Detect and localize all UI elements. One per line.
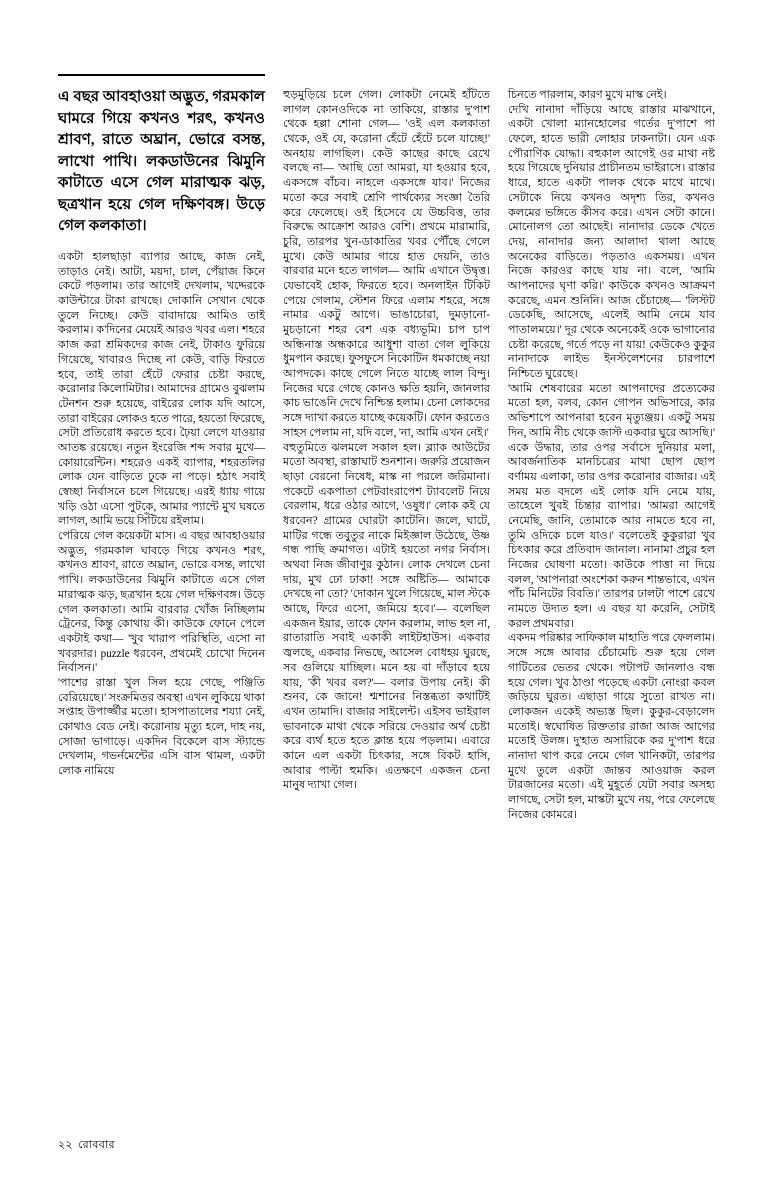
- publication-name: রোববার: [78, 1139, 115, 1151]
- column-1: [58, 74, 265, 1114]
- paragraph: একটা হালছাড়া ব্যাপার আছে, কাজ নেই, তাড়াও নেই। আটা, ময়দা, চাল, পেঁয়াজ কিনে কেটে পড়লাম। তার আগেই দেখলাম, খদ্দেরকে কাউন্টারে টাকা রাখছে। দোকানি সেখান থেকে তুলে নিচ্ছে। কেউ বাবাদায়ে আমিও তাই করলাম। ক'দিনের মেয়েই আরও খবর এল। শহরে কাজ করা শ্রমিকদের কাজ নেই, টাকাও ফুরিয়ে গিয়েছে, খাবারও দিচ্ছে না কেউ, বাড়ি ফিরতে হবে, তাই তারা হেঁটে ফেরার চেষ্টা করছে, করোনার কিলোমিটার। আমাদের গ্রামেও বুঝলাম টেনশন শুরু হয়েছে, বাইরের লোক যদি আসে, তারা বাইরের লোকও হতে পারে, হয়তো ফিরেছে, সেটা প্রতিরোধ করতে হবে। ঢ়ৈয়া লেগে যাওয়ার আতঙ্ক রয়েছে। নতুন ইংরেজি শব্দ সবার মুখে— কোয়ারেন্টিন। শহরেও একই ব্যাপার, শহরতলির লোক যেন বাড়িতে ঢুকে না পড়ে। হঠাৎ সবাই স্বেচ্ছা নির্বাসনে চলে গিয়েছে। এরই ধ্যায় গায়ে খড়ি ওঠা এসো পুটকে, আমার প্যান্টে মুখ ঘষতে লাগল, আমি ভয়ে সিঁটিয়ে রইলাম।: [58, 251, 265, 528]
- page-footer: [58, 1136, 115, 1155]
- paragraph: দেখি নানাদা দাঁড়িয়ে আছে রাস্তার মাঝখানে, একটা খোলা ম্যানহোলের গর্তের দু'পাশে পা ফেলে, হাতে ভারী লোহার ঢাকনাটা। যেন এক পৌরাণিক যোদ্ধা। বহুকাল আগেই ওর মাথা নষ্ট হয়ে গিয়েছে দুনিয়ার প্রাচীনতম ভাইরাসে। রাস্তার ধারে, হাতে একটা পালক থেকে মাথে মাথে। সেটাকে নিয়ে কখনও অদৃশ্য তির, কখনও কলমের ভঙ্গিতে কীসব করে। এখন সেটা কানে। মোনোলগ তো আছেই। নানাদার ডেকে খেতে দেয়, নানাদার জন্য আলাদা থালা আছে অনেকের বাড়িতে। পড়তাও একসময়। এখন নিজে কারওর কাছে যায় না। বলে, 'আমি আপনাদের ঘৃণা করি।' কাউকে কখনও আক্রমণ করেছে, এমন শুনিনি। আজ চেঁচাচ্ছে— 'লিস্টট ডেকেছি, আসেছে, এলেই আমি নেমে যাব পাতালময়ে।' দূর থেকে অনেকেই ওকে ভাগানোর চেষ্টা করেছে, গর্তে পড়ে না যায়! কেউকেও কুকুর নানাদাকে লাইভ ইনস্টলেশনের চারপাশে নিশ্চিতে ঘুরেছে।: [508, 103, 715, 381]
- paragraph: একদম পরিষ্কার সাফিকাল মাহাতি পরে ফেললাম। সঙ্গে সঙ্গে আবার চেঁচামেচি শুরু হয়ে গেল গাটিতের ভেতর থেকে। পটাপট জানলাও বন্ধ হয়ে গেল। খুব ঠাণ্ডা পড়েছে একটা নোংরা কবল জড়িয়ে ঘুরত। এছাড়া গায়ে সুতো রাখত না। লোকজন একেই অভ্যস্ত ছিল। কুকুর-বেড়ালেদ মতোই। স্বঘোষিত রিক্ততার রাজা আজ আগের মতোই উলঙ্গ। দু'হাত অসারিকে কর দু'পাশ ধরে নানাদা থাপ করে নেমে গেল খানিকটা, তারপর মুখে তুলে একটা জান্তব আওয়াজ করল টারজানের মতো। এই মুহূর্তে যেটা সবার অসহ্য লাগছে, সেটা হল, মাস্কটা মুখে নয়, পরে ফেলেছে নিজের কোমরে।: [508, 632, 715, 821]
- paragraph: 'আমি শেষবারের মতো আপনাদের প্রত্যেকের মতো হল, বলব, কোন গোপন অভিসারে, কার অভিশাপে আপনারা হবেন মৃত্যুঞ্জয়। একটু সময় দিন, আমি নীচ থেকে জাস্ট একবার ঘুরে আসছি।' একে উদ্ধার, তার ওপর সর্বাসে দুনিয়ার মলা, আবর্জনাতিক মানচিত্রের মাথা ছোপ ছোপ বর্ণাময় এলাকা, তার ওপর করোনার বাজার। এই সময় মত বদলে এই লোক যদি নেমে যায়, তাহেলে খুবই চিন্তার ব্যাপার। 'আমরা আগেই নেমেছি, জানি, তোমাকে আর নামতে হবে না, তুমি ওদিকে চলে যাও।' বলেতেই কুকুরারা খুব চিৎকার করে প্রতিবাদ জানাল। নানামা প্রচুর হল নিজের ঘোষণা মতো। কাউকে পাত্তা না দিয়ে বলল, 'আপনারা অংশেকা করুন শান্তভাবে, এখন পাঁচ মিনিটের বিবতি।' তারপর ঢালটা পাশে রেখে নামতে উদ্যত হল। এ বছর যা করেনি, সেটাই করল প্রথমবার।: [508, 382, 715, 630]
- column-3: [508, 74, 715, 1114]
- column-2: [283, 74, 490, 1114]
- page-number: ২২: [58, 1139, 74, 1151]
- paragraph: চিনতে পারলাম, কারণ মুখে মাস্ক নেই।: [508, 89, 667, 101]
- paragraph: হুড়মুড়িয়ে চলে গেল। লোকটা নেমেই হাঁটতে লাগল কোনওদিকে না তাকিয়ে, রাস্তার দু'পাশ থেকে হল্লা শোনা গেল— 'ওই এল কলকাতা থেকে, ওই যে, করোনা হেঁটে হেঁটে চলে যাচ্ছে!' অনহায় লাগছিল। কেউ কাছের কাছে রেখে বলছে না— 'আছি তো আমরা, যা হওয়ার হবে, একসঙ্গে বাঁচব। নাহলে একসঙ্গে যাব।' নিজের মতো করে সবাই শ্রেণি পার্থক্যের সংজ্ঞা তৈরি করে ফেলেছে। ওই হিসেবে যে উচ্চবিত্ত, তার বিরুদ্ধে আক্রোশ আরও বেশি। প্রথমে মারামারি, চুরি, তারপর খুন-ডাকাতির খবর পৌঁছে গেলে মুখে। কেউ আমার গায়ে হাত দেয়নি, তাও বারবার মনে হতে লাগল— আমি এখানে উদ্বৃত্ত। যেভাবেই হোক, ফিরতে হবে। অনলাইন টিকিট পেয়ে গেলাম, স্টেশন ফিরে এলাম শহরে, সঙ্গে নামার একটু আগে। ভাঙাচোরা, দুমড়ানো-মুচড়ানো শহর বেশ এক বধ্যভূমি। চাপ চাপ অন্ধিনাস্ত অন্ধকারে আধুশা বাতা গেল লুকিয়ে ধুমপান করছে। ফুসফুসে নিকোটিন ধমকাচ্ছে নয়া আপদকে। কাছে গেলে নিতে যাচ্ছে লাল বিন্দু। নিজের ঘরে গেছে কোনও ক্ষতি হয়নি, জানলার কাচ ভাঙেনি দেখে নিশ্চিন্ত হলাম। চেনা লোকদের সঙ্গে দ্যাখা করতে যাচ্ছে কয়েকটি। ফোন করতেও সাহস পেলাম না, যদি বলে, 'না, আমি এখন নেই।': [283, 89, 490, 439]
- article-columns: [58, 74, 716, 1114]
- column-top-spacer: [508, 74, 715, 88]
- column-top-spacer: [283, 74, 490, 88]
- paragraph: বহুতুমিতে ঝলমলে সকাল হল। ব্ল্যাক আউটের মতো অবস্থা, রাস্তাঘাট শুনশান। জরুরি প্রয়োজন ছাড়া বেরনো নিষেধ, মাস্ক না পরলে জরিমানা। পকেটে একপাতা পেটবাংরাপেশ ট্যাবলেট নিয়ে বেরলাম, ধরে ওঠার আগে, 'ওষুধ।' লোক কই যে ধরবেন? গ্রামের ঘোরটা কাটেনি। জলে, ঘাটে, মাটির গন্ধে তবুতুর নাকে মিইজ্ঞাল উঠেছে, উষ্ণ গন্ধ পাছি ক্রমাগত। এটাই হয়তো নগর নির্বাস। অথবা নিজ জীবাণুর কুঠান। লোক দেখলে চেনা দায়, মুখ ঢো ঢাকা! সঙ্গে অষ্টিতি— আমাকে দেখছে না তো? 'দোকান খুলে গিয়েছে, মাল স্টকে আছে, ফিরে এসো, জমিয়ে হবে।'— বলেছিল একজন ইয়ার, তাকে ফোন করলাম, লাভ হল না, রাতারাতি সবাই একাকী লাইটহাউস। একবার জ্বলছে, একবার নিভছে, আসেল বোধহয় ঘুরছে, সব গুলিয়ে যাচ্ছিল। মনে হয় বা দাঁড়াবে হয়ে যায়, 'কী খবর বল?'— বলার উপায় নেই। কী শুনব, কে জানে! শ্মশানের নিস্তব্ধতা কথাটিই এখন তামাদি। বাজার সাইলেন্ট। এইসব ভাইরাল ভাবনাকে মাথা থেকে সরিয়ে দেওয়ার অর্থ চেষ্টা করে ব্যর্থ হতে হতে ক্লান্ত হয়ে পড়লাম। এবারে কানে এল একটা চিৎকার, সঙ্গে বিকট হাসি, আবার পাল্টা হুমকি। এতক্ষণে একজন চেনা মানুষ দ্যাখা গেল।: [283, 441, 490, 792]
- paragraph: 'পাশের রাস্তা খুল সিল হয়ে গেছে, পঞ্জিতি বেরিয়েছে।' সংক্রমিতর অবস্থা এখন লুকিয়ে থাকা সপ্তাহ উপার্জ্জীর মতো। হাসপাতালের শয্যা নেই, কোথাও বেড নেই। করোনায় মৃত্যু হলে, দাহ নয়, সোজা ভাগাড়ে। একদিন বিকেলে বাস স্ট্যান্ডে দেখলাম, গভর্নমেন্টের এসি বাস থামল, একটা লোক নামিয়ে: [58, 676, 265, 778]
- article-lede: এ বছর আবহাওয়া অদ্ভুত, গরমকাল ঘামরে গিয়ে কখনও শরৎ, কখনও শ্রাবণ, রাতে অঘ্রান, ভোরে বসন্ত, লাখো পাখি। লকডাউনের ঝিমুনি কাটাতে এসে গেল মারাত্মক ঝড়, ছত্রখান হয়ে গেল দক্ষিণবঙ্গ। উড়ে গেল কলকাতা।: [58, 88, 265, 235]
- top-rule: [58, 74, 265, 76]
- paragraph: পেরিয়ে গেল কয়েকটা মাস। এ বছর আবহাওয়ার অদ্ভুত, গরমকাল ঘাবড়ে গিয়ে কখনও শরৎ, কখনও শ্রাবণ, রাতে অঘ্রান, ভোরে বসন্ত, লাখো পাখি। লকডাউনের ঝিমুনি কাটাতে এসে গেল মারাত্মক ঝড়, ছত্রখান হয়ে গেল দক্ষিণবঙ্গ। উড়ে গেল কলকাতা। আমি বারবার খোঁজ নিচ্ছিলাম ট্রেনের, কিন্তু কোথায় কী। কাউকে ফোনে পেলে একটাই কথা— 'খুব খারাপ পরিস্থিতি, এসো না খবরদার। puzzle ধরবেন, প্রথমেই চোখো দিনেন নির্বাসন।': [58, 530, 265, 675]
